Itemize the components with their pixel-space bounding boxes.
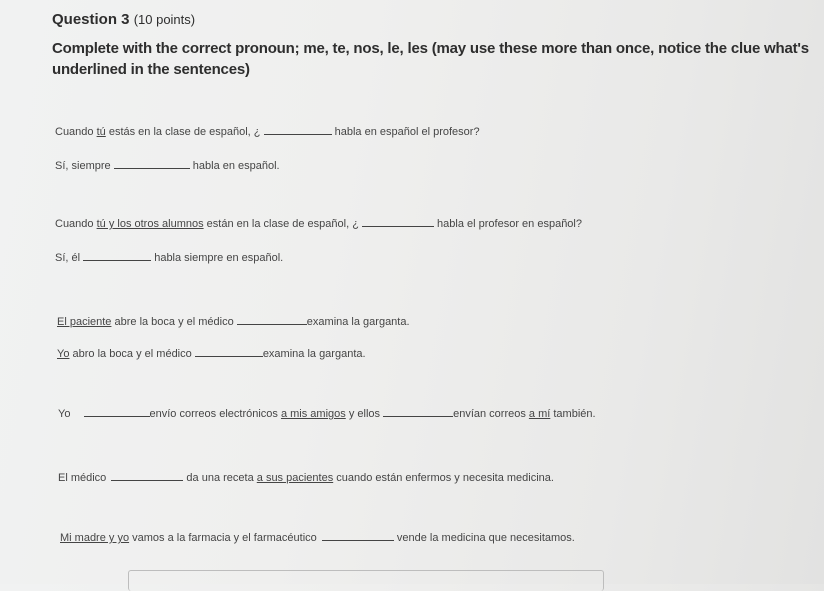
sentence-5 <box>57 314 410 328</box>
sentence-text: abre la boca y el médico <box>111 316 234 328</box>
sentence-text: habla el profesor en español? <box>437 218 582 230</box>
answer-blank[interactable] <box>237 314 307 325</box>
sentence-3 <box>55 216 582 230</box>
sentence-text: envío correos electrónicos <box>149 408 281 420</box>
sentence-text: estás en la clase de español, ¿ <box>105 126 261 138</box>
sentence-text: Cuando <box>55 218 97 230</box>
question-number: Question 3 <box>52 11 130 28</box>
sentence-2 <box>55 158 280 172</box>
answer-blank[interactable] <box>322 530 394 541</box>
sentence-7 <box>58 406 596 420</box>
sentence-text: habla siempre en español. <box>154 252 284 264</box>
answer-blank[interactable] <box>84 406 150 417</box>
underlined-clue: a mí <box>528 408 551 420</box>
sentence-text: Sí, él <box>55 252 81 264</box>
sentence-text: abro la boca y el médico <box>69 348 192 360</box>
sentence-1 <box>55 124 480 138</box>
answer-blank[interactable] <box>264 124 332 135</box>
sentence-text: examina la garganta. <box>306 316 410 328</box>
sentence-text: habla en español. <box>192 160 280 172</box>
sentence-text: El médico <box>58 472 107 484</box>
underlined-clue: a sus pacientes <box>256 472 334 484</box>
answer-blank[interactable] <box>111 470 183 481</box>
sentence-text: también. <box>550 408 596 420</box>
sentence-text: envían correos <box>453 408 529 420</box>
underlined-clue: Yo <box>57 348 70 360</box>
sentence-text: y ellos <box>345 408 381 420</box>
sentence-text: habla en español el profesor? <box>334 126 480 138</box>
answer-blank[interactable] <box>383 406 453 417</box>
answer-text-box[interactable] <box>128 570 604 591</box>
underlined-clue: El paciente <box>57 316 112 328</box>
question-points: (10 points) <box>133 12 196 27</box>
question-title <box>52 11 195 28</box>
sentence-text: da una receta <box>186 472 257 484</box>
underlined-clue: tú <box>96 126 106 138</box>
sentence-8 <box>58 470 554 484</box>
sentence-text: Sí, siempre <box>55 160 111 172</box>
underlined-clue: tú y los otros alumnos <box>96 218 204 230</box>
sentence-text: Yo <box>58 408 71 420</box>
sentence-text: examina la garganta. <box>262 348 366 360</box>
sentence-9 <box>60 530 575 544</box>
answer-blank[interactable] <box>195 346 263 357</box>
sentence-text: vamos a la farmacia y el farmacéutico <box>129 532 317 544</box>
underlined-clue: a mis amigos <box>280 408 346 420</box>
sentence-6 <box>57 346 366 360</box>
underlined-clue: Mi madre y yo <box>60 532 130 544</box>
answer-blank[interactable] <box>362 216 434 227</box>
answer-blank[interactable] <box>114 158 190 169</box>
sentence-text: Cuando <box>55 126 97 138</box>
sentence-4 <box>55 250 283 264</box>
sentence-text: cuando están enfermos y necesita medicina. <box>333 472 554 484</box>
sentence-text: están en la clase de español, ¿ <box>203 218 359 230</box>
answer-blank[interactable] <box>83 250 151 261</box>
sentence-text: vende la medicina que necesitamos. <box>396 532 575 544</box>
question-instructions: Complete with the correct pronoun; me, te, nos, le, les (may use these more than once, notice the clue what's underlined in the sentences) <box>52 40 809 78</box>
